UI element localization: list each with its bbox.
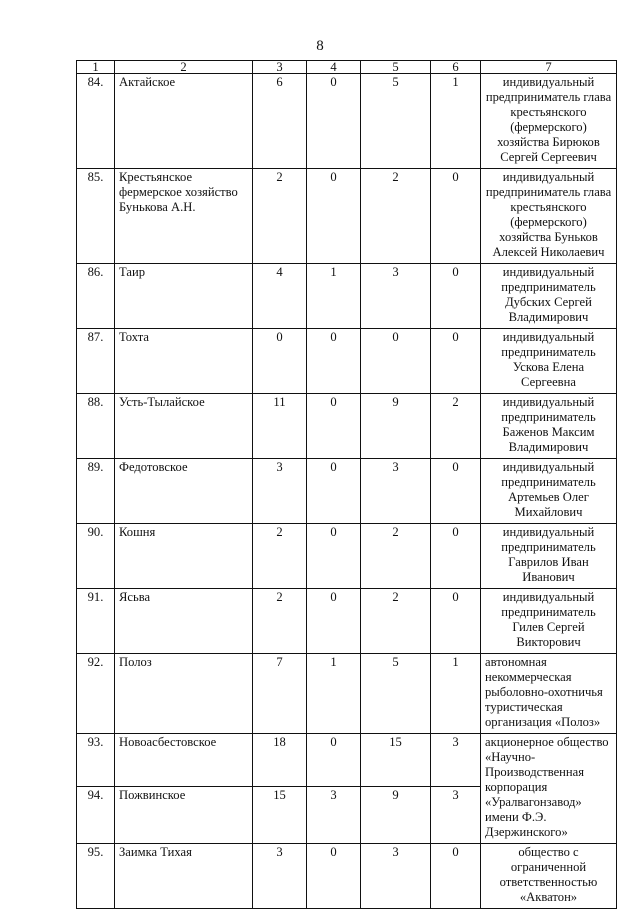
hunting-ground-name: Новоасбестовское <box>115 734 253 787</box>
count-cell: 6 <box>253 74 307 169</box>
count-cell: 2 <box>253 524 307 589</box>
column-header: 3 <box>253 61 307 74</box>
count-cell: 4 <box>253 264 307 329</box>
user-organization: индивидуальный предприниматель Гаврилов Иван Иванович <box>481 524 617 589</box>
row-number: 86. <box>77 264 115 329</box>
count-cell: 1 <box>431 74 481 169</box>
user-organization: индивидуальный предприниматель Дубских Сергей Владимирович <box>481 264 617 329</box>
column-header: 2 <box>115 61 253 74</box>
count-cell: 0 <box>431 524 481 589</box>
hunting-ground-name: Пожвинское <box>115 786 253 843</box>
count-cell: 0 <box>307 524 361 589</box>
hunting-ground-name: Ясьва <box>115 589 253 654</box>
count-cell: 2 <box>361 169 431 264</box>
row-number: 90. <box>77 524 115 589</box>
count-cell: 0 <box>431 844 481 909</box>
row-number: 85. <box>77 169 115 264</box>
count-cell: 1 <box>307 264 361 329</box>
count-cell: 11 <box>253 394 307 459</box>
table-row <box>77 459 617 524</box>
row-number: 84. <box>77 74 115 169</box>
row-number: 94. <box>77 786 115 843</box>
hunting-ground-name: Актайское <box>115 74 253 169</box>
count-cell: 0 <box>431 169 481 264</box>
count-cell: 3 <box>361 844 431 909</box>
count-cell: 0 <box>431 264 481 329</box>
count-cell: 0 <box>307 74 361 169</box>
count-cell: 0 <box>307 394 361 459</box>
table-row <box>77 524 617 589</box>
table-row <box>77 264 617 329</box>
count-cell: 0 <box>253 329 307 394</box>
table-row <box>77 589 617 654</box>
count-cell: 2 <box>253 169 307 264</box>
count-cell: 3 <box>307 786 361 843</box>
count-cell: 5 <box>361 74 431 169</box>
page-number: 8 <box>316 38 324 54</box>
table-row <box>77 844 617 909</box>
row-number: 87. <box>77 329 115 394</box>
count-cell: 15 <box>253 786 307 843</box>
column-header: 6 <box>431 61 481 74</box>
count-cell: 2 <box>361 589 431 654</box>
count-cell: 0 <box>307 459 361 524</box>
table-row <box>77 329 617 394</box>
count-cell: 3 <box>253 844 307 909</box>
hunting-ground-name: Тохта <box>115 329 253 394</box>
row-number: 89. <box>77 459 115 524</box>
count-cell: 9 <box>361 394 431 459</box>
row-number: 93. <box>77 734 115 787</box>
user-organization: индивидуальный предприниматель Ускова Елена Сергеевна <box>481 329 617 394</box>
count-cell: 9 <box>361 786 431 843</box>
count-cell: 0 <box>307 329 361 394</box>
user-organization: индивидуальный предприниматель глава крестьянского (фермерского) хозяйства Буньков Алексей Николаевич <box>481 169 617 264</box>
column-header: 4 <box>307 61 361 74</box>
user-organization: автономная некоммерческая рыболовно-охотничья туристическая организация «Полоз» <box>481 654 617 734</box>
count-cell: 3 <box>361 264 431 329</box>
count-cell: 5 <box>361 654 431 734</box>
user-organization: общество с ограниченной ответственностью «Акватон» <box>481 844 617 909</box>
count-cell: 0 <box>431 589 481 654</box>
hunting-ground-name: Заимка Тихая <box>115 844 253 909</box>
count-cell: 0 <box>307 589 361 654</box>
count-cell: 2 <box>253 589 307 654</box>
count-cell: 1 <box>307 654 361 734</box>
count-cell: 3 <box>361 459 431 524</box>
user-organization: индивидуальный предприниматель глава крестьянского (фермерского) хозяйства Бирюков Сергей Сергеевич <box>481 74 617 169</box>
count-cell: 0 <box>361 329 431 394</box>
count-cell: 15 <box>361 734 431 787</box>
count-cell: 3 <box>431 786 481 843</box>
table-row <box>77 74 617 169</box>
count-cell: 0 <box>307 169 361 264</box>
count-cell: 0 <box>307 734 361 787</box>
count-cell: 1 <box>431 654 481 734</box>
hunting-ground-name: Кошня <box>115 524 253 589</box>
count-cell: 3 <box>253 459 307 524</box>
table-row <box>77 654 617 734</box>
table-row <box>77 394 617 459</box>
count-cell: 0 <box>431 459 481 524</box>
user-organization: индивидуальный предприниматель Артемьев Олег Михайлович <box>481 459 617 524</box>
hunting-ground-name: Полоз <box>115 654 253 734</box>
row-number: 95. <box>77 844 115 909</box>
hunting-ground-name: Таир <box>115 264 253 329</box>
count-cell: 7 <box>253 654 307 734</box>
column-header: 7 <box>481 61 617 74</box>
count-cell: 2 <box>361 524 431 589</box>
table-row <box>77 734 617 787</box>
column-header: 1 <box>77 61 115 74</box>
user-organization: индивидуальный предприниматель Гилев Сергей Викторович <box>481 589 617 654</box>
column-header: 5 <box>361 61 431 74</box>
hunting-ground-name: Федотовское <box>115 459 253 524</box>
row-number: 88. <box>77 394 115 459</box>
count-cell: 3 <box>431 734 481 787</box>
row-number: 91. <box>77 589 115 654</box>
hunting-ground-name: Крестьянское фермерское хозяйство Бунькова А.Н. <box>115 169 253 264</box>
count-cell: 0 <box>307 844 361 909</box>
user-organization: акционерное общество «Научно-Производственная корпорация «Уралвагонзавод» имени Ф.Э. Дзержинского» <box>481 734 617 844</box>
hunting-ground-name: Усть-Тылайское <box>115 394 253 459</box>
row-number: 92. <box>77 654 115 734</box>
count-cell: 0 <box>431 329 481 394</box>
hunting-grounds-table <box>76 60 617 909</box>
user-organization: индивидуальный предприниматель Баженов Максим Владимирович <box>481 394 617 459</box>
table-row <box>77 169 617 264</box>
count-cell: 18 <box>253 734 307 787</box>
column-number-row <box>77 61 617 74</box>
count-cell: 2 <box>431 394 481 459</box>
